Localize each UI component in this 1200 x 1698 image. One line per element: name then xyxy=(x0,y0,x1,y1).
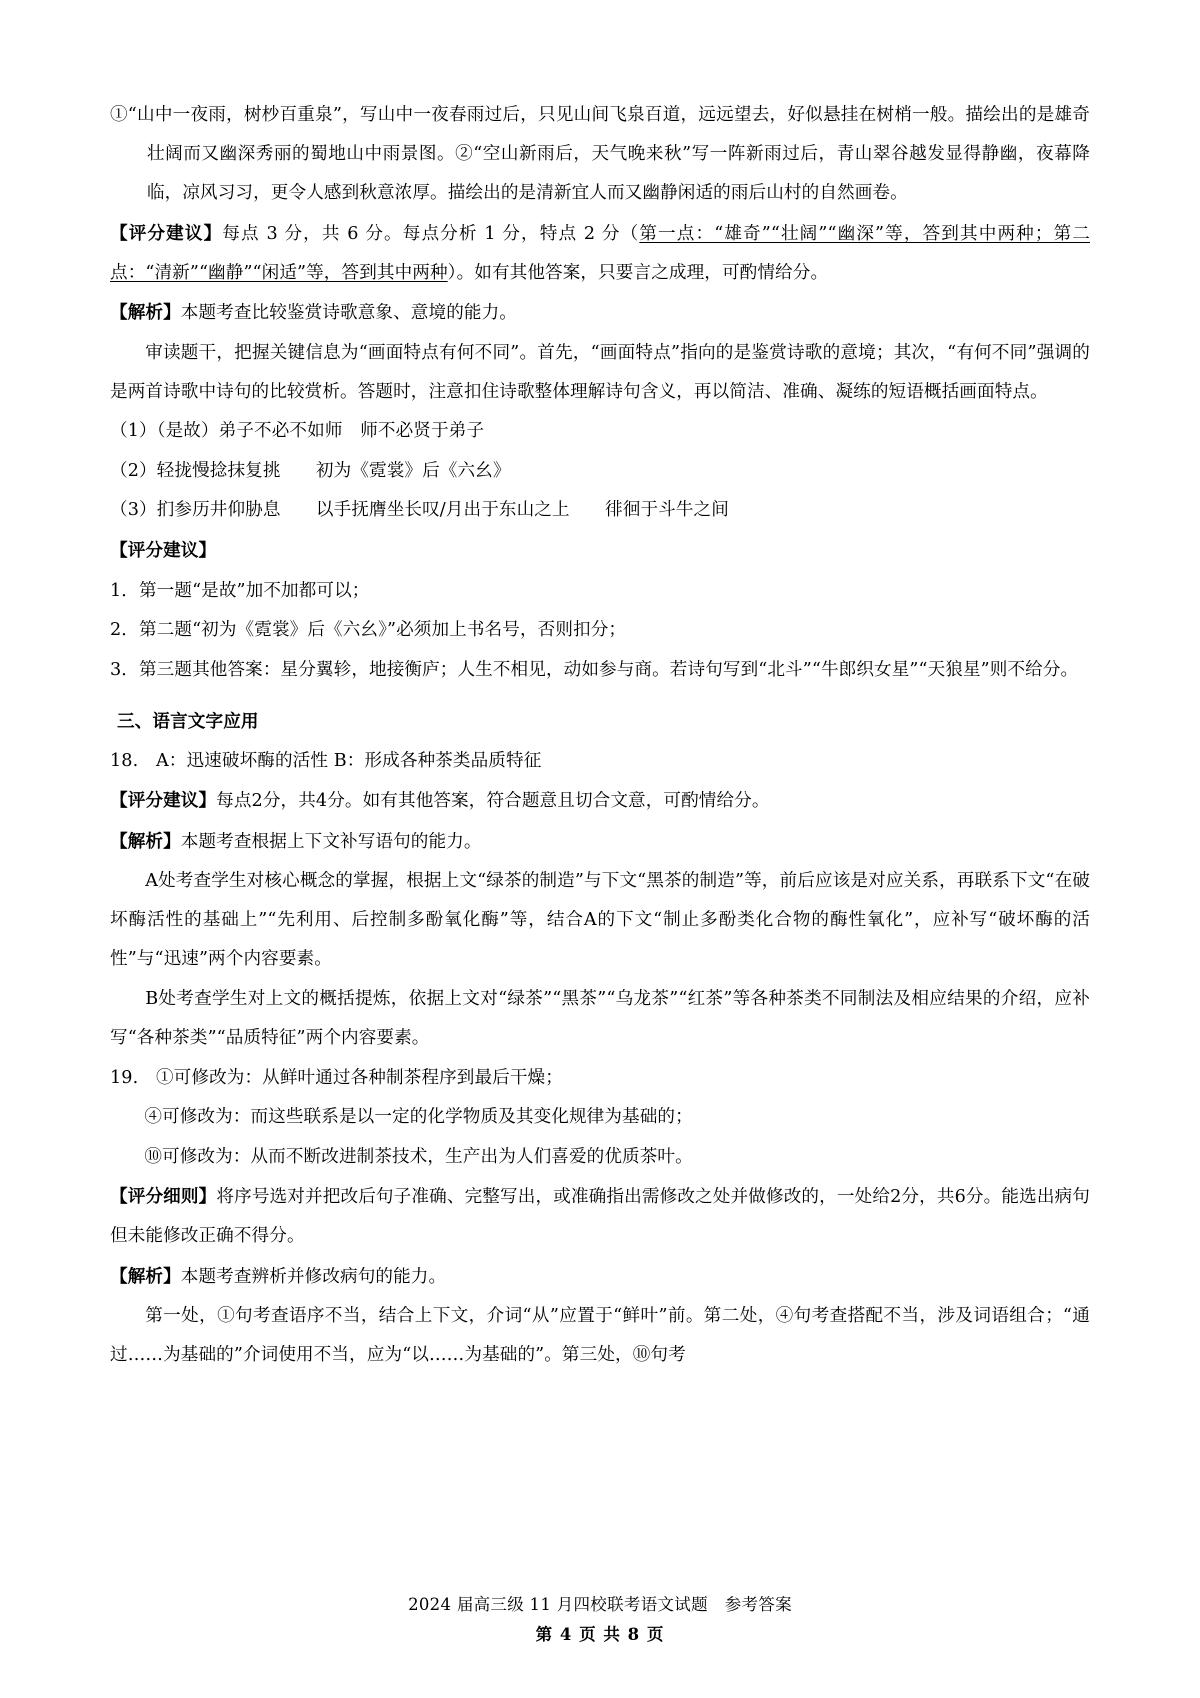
scoring-text-underlined: 第一点：“雄奇”“壮阔”“幽深”等，答到其中两种；第二点：“清新”“幽静”“闲适”等，答到其中两种 xyxy=(110,223,1090,283)
answer-16-analysis-head xyxy=(110,293,1090,333)
scoring-label: 【评分建议】 xyxy=(110,790,217,812)
analysis-head-text: 本题考查比较鉴赏诗歌意象、意境的能力。 xyxy=(180,303,517,324)
scoring-text: 每点2分，共4分。如有其他答案，符合题意且切合文意，可酌情给分。 xyxy=(216,791,770,812)
answer-18-analysis-para-2: B处考查学生对上文的概括提炼，依据上文对“绿茶”“黑茶”“乌龙茶”“红茶”等各种茶类不同制法及相应结果的介绍，应补写“各种茶类”“品质特征”两个内容要素。 xyxy=(110,989,1090,1049)
answer-17-item-2: （2）轻拢慢捻抹复挑 初为《霓裳》后《六幺》 xyxy=(110,460,511,481)
answer-19-item-1 xyxy=(110,1059,1090,1098)
scoring-label: 【评分建议】 xyxy=(110,222,223,244)
answer-17-scoring-item-1: 1．第一题“是故”加不加都可以； xyxy=(110,580,370,601)
answer-17-scoring-item-3: 3．第三题其他答案：星分翼轸，地接衡庐；人生不相见，动如参与商。若诗句写到“北斗”“牛郎织女星”“天狼星”则不给分。 xyxy=(110,659,1079,680)
scoring-text-before: 每点 3 分，共 6 分。每点分析 1 分，特点 2 分（ xyxy=(222,223,640,244)
answer-19-analysis-head xyxy=(110,1257,1090,1297)
answer-19-item-1-text: ①可修改为：从鲜叶通过各种制茶程序到最后干燥； xyxy=(155,1067,563,1088)
answer-18-text xyxy=(110,742,1090,781)
analysis-head-text: 本题考查根据上下文补写语句的能力。 xyxy=(180,831,482,852)
answer-18-analysis-head xyxy=(110,822,1090,862)
analysis-label: 【解析】 xyxy=(110,1265,181,1287)
footer-page-number: 第 4 页 共 8 页 xyxy=(535,1624,665,1644)
answer-16-analysis-body: 审读题干，把握关键信息为“画面特点有何不同”。首先，“画面特点”指向的是鉴赏诗歌的意境；其次，“有何不同”强调的是两首诗歌中诗句的比较赏析。答题时，注意扣住诗歌整体理解诗句含义，再以简洁、准确、凝练的短语概括画面特点。 xyxy=(110,342,1090,402)
answer-16-scoring xyxy=(110,214,1090,293)
answer-18-analysis-para-1: A处考查学生对核心概念的掌握，根据上文“绿茶的制造”与下文“黑茶的制造”等，前后应该是对应关系，再联系下文“在破坏酶活性的基础上”“先利用、后控制多酚氧化酶”等，结合A的下文“制止多酚类化合物的酶性氧化”，应补写“破坏酶的活性”与“迅速”两个内容要素。 xyxy=(110,871,1090,970)
scoring-label: 【评分建议】 xyxy=(110,540,217,562)
analysis-head-text: 本题考查辨析并修改病句的能力。 xyxy=(180,1266,447,1287)
answer-18-scoring xyxy=(110,781,1090,821)
analysis-label: 【解析】 xyxy=(110,302,181,324)
answer-17-item-1: （1）（是故）弟子不必不如师 师不必贤于弟子 xyxy=(110,421,485,442)
scoring-label: 【评分细则】 xyxy=(110,1186,217,1208)
scoring-text-after: ）。如有其他答案，只要言之成理，可酌情给分。 xyxy=(447,262,829,283)
scoring-text: 将序号选对并把改后句子准确、完整写出，或准确指出需修改之处并做修改的，一处给2分，共6分。能选出病句但未能修改正确不得分。 xyxy=(110,1187,1090,1247)
answer-19-item-2: ④可修改为：而这些联系是以一定的化学物质及其变化规律为基础的； xyxy=(144,1107,693,1128)
answer-16-text: ①“山中一夜雨，树杪百重泉”，写山中一夜春雨过后，只见山间飞泉百道，远远望去，好似悬挂在树梢一般。描绘出的是雄奇壮阔而又幽深秀丽的蜀地山中雨景图。②“空山新雨后，天气晚来秋”写一阵新雨过后，青山翠谷越发显得静幽，夜幕降临，凉风习习，更令人感到秋意浓厚。描绘出的是清新宜人而又幽静闲适的雨后山村的自然画卷。 xyxy=(110,105,1090,204)
answer-19-analysis-para-1: 第一处，①句考查语序不当，结合上下文，介词“从”应置于“鲜叶”前。第二处，④句考查搭配不当，涉及词语组合；“通过……为基础的”介词使用不当，应为“以……为基础的”。第三处，⑩句考 xyxy=(110,1306,1090,1366)
footer-title: 2024 届高三级 11 月四校联考语文试题 参考答案 xyxy=(408,1594,792,1614)
answer-18-content: A：迅速破坏酶的活性 B：形成各种茶类品质特征 xyxy=(155,750,542,771)
page-footer xyxy=(0,1591,1200,1650)
section-heading: 三、语言文字应用 xyxy=(117,710,259,732)
answer-19-item-3: ⑩可修改为：从而不断改进制茶技术，生产出为人们喜爱的优质茶叶。 xyxy=(144,1146,693,1167)
answer-19-scoring xyxy=(110,1177,1090,1256)
answer-17-scoring-label xyxy=(110,531,1090,571)
answer-18-number: 18. xyxy=(110,750,139,771)
answer-17-scoring-item-2: 2．第二题“初为《霓裳》后《六幺》”必须加上书名号，否则扣分； xyxy=(110,620,627,641)
answer-17-item-3: （3）扪参历井仰胁息 以手抚膺坐长叹/月出于东山之上 徘徊于斗牛之间 xyxy=(110,500,729,521)
answer-19-number: 19. xyxy=(110,1067,139,1088)
analysis-label: 【解析】 xyxy=(110,830,181,852)
document-body xyxy=(110,96,1090,1376)
